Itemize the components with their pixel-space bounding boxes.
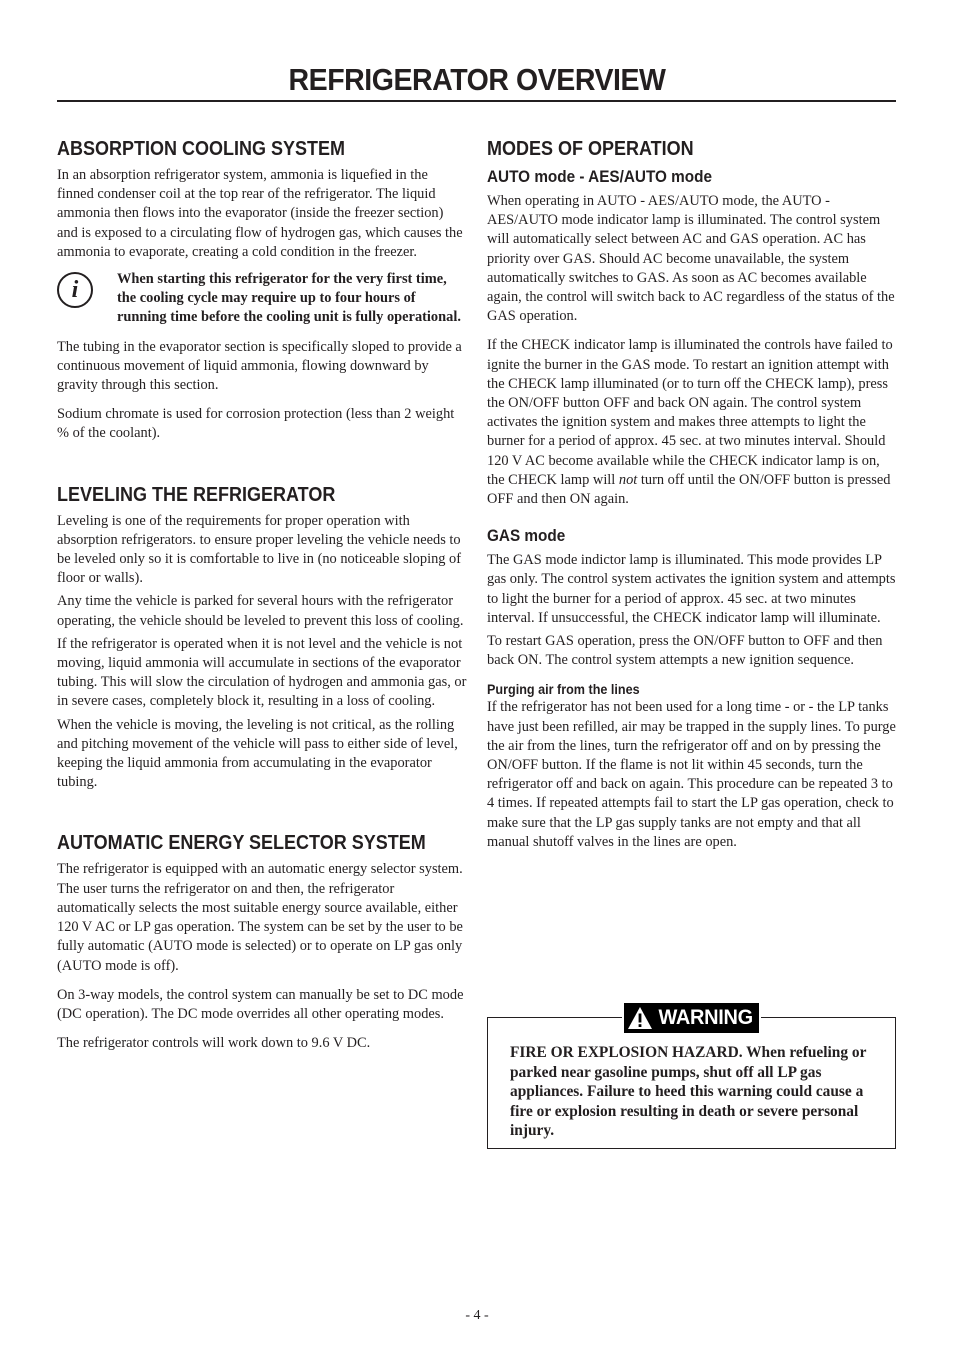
leveling-paragraph: Leveling is one of the requirements for proper operation with absorption refrigerators. to ensure proper leveling the vehicle needs to be leveled only so it is comfortable to live in (no noticeable sloping of floor or walls).: [57, 512, 462, 587]
gas-mode-heading: GAS mode: [487, 526, 566, 546]
info-note-text: When starting this refrigerator for the very first time, the cooling cycle may require up to four hours of running time before the cooling unit is fully operational.: [117, 271, 461, 326]
left-column: [57, 136, 467, 1057]
right-column: [487, 136, 897, 856]
absorption-heading: ABSORPTION COOLING SYSTEM: [57, 138, 346, 160]
purge-heading: Purging air from the lines: [487, 681, 640, 698]
aes-paragraph: On 3-way models, the control system can manually be set to DC mode (DC operation). The DC mode overrides all other operating modes.: [57, 986, 464, 1022]
aes-paragraph: The refrigerator is equipped with an automatic energy selector system. The user turns the refrigerator on and then, the refrigerator automatically selects the most suitable energy source available, either 120 V AC or LP gas operation. The system can be set by the user to be fully automatic (AUTO mode is selected) or to operate on LP gas only (AUTO mode is off).: [57, 861, 463, 974]
title-divider: [57, 100, 896, 102]
aes-heading: AUTOMATIC ENERGY SELECTOR SYSTEM: [57, 832, 426, 855]
info-note: [57, 270, 467, 328]
warning-label-text: WARNING: [658, 1006, 753, 1029]
page-number: - 4 -: [465, 1308, 489, 1323]
auto-mode-heading: AUTO mode - AES/AUTO mode: [487, 167, 712, 186]
warning-label: [622, 1003, 761, 1033]
absorption-paragraph: The tubing in the evaporator section is specifically sloped to provide a continuous movement of liquid ammonia, flowing downward by gravity through this section.: [57, 338, 462, 394]
warning-text: FIRE OR EXPLOSION HAZARD. When refueling or parked near gasoline pumps, shut off all LP gas appliances. Failure to heed this warning could cause a fire or explosion resulting in death or severe personal injury.: [510, 1044, 867, 1139]
leveling-section: [57, 482, 467, 793]
leveling-paragraph: Any time the vehicle is parked for several hours with the refrigerator operating, the vehicle should be leveled to prevent this loss of cooling.: [57, 593, 464, 629]
check-lamp-paragraph: If the CHECK indicator lamp is illuminated the controls have failed to ignite the burner in the GAS mode. To restart an ignition attempt with the CHECK lamp illuminated (or to turn off the CHECK lamp), press the ON/OFF button OFF and back ON again. The control system activates the ignition system and makes three attempts to light the burner for a period of approx. 45 sec. at two minutes interval. Should 120 V AC become available while the CHECK indicator lamp is on, the CHECK lamp will not turn off until the ON/OFF button is pressed OFF and then ON again.: [487, 337, 893, 508]
modes-heading: MODES OF OPERATION: [487, 138, 694, 160]
gas-mode-paragraph: The GAS mode indictor lamp is illuminated. This mode provides LP gas only. The control system activates the ignition system and attempts to light the burner for a period of approx. 45 sec. at two minutes interval. If unsuccessful, the CHECK indicator lamp will illuminate.: [487, 552, 896, 626]
aes-paragraph: The refrigerator controls will work down to 9.6 V DC.: [57, 1035, 371, 1052]
auto-mode-paragraph: When operating in AUTO - AES/AUTO mode, the AUTO - AES/AUTO mode indicator lamp is illuminated. The control system will automatically select between AC and GAS operation. AC has priority over GAS. Should AC become unavailable, the system automatically switches to GAS. As soon as AC becomes available again, the control will switch back to AC regardless of the status of the GAS operation.: [487, 193, 895, 325]
gas-mode-paragraph: To restart GAS operation, press the ON/OFF button to OFF and then back ON. The control system attempts a new ignition sequence.: [487, 633, 883, 669]
info-icon: i: [57, 272, 93, 308]
leveling-paragraph: When the vehicle is moving, the leveling is not critical, as the rolling and pitching movement of the vehicle will pass to either side of level, keeping the liquid ammonia from accumulating in the evaporator tubing.: [57, 716, 458, 791]
aes-section: [57, 830, 467, 1053]
leveling-paragraph: If the refrigerator is operated when it is not level and the vehicle is not moving, liquid ammonia will accumulate in sections of the evaporator tubing. This will slow the circulation of hydrogen and ammonia gas, or in severe cases, completely block it, resulting in a loss of cooling.: [57, 635, 467, 710]
warning-box: [487, 1006, 896, 1149]
purge-paragraph: If the refrigerator has not been used for a long time - or - the LP tanks have just been refilled, air may be trapped in the supply lines. To purge the air from the lines, turn the refrigerator off and on by pressing the ON/OFF button. If the flame is not lit within 45 seconds, turn the refrigerator off and back on again. This procedure can be repeated 3 to 4 times. If repeated attempts fail to start the LP gas operation, check to make sure that the LP gas supply tanks are not empty and that all manual shutoff valves in the lines are open.: [487, 699, 896, 850]
warning-triangle-icon: [627, 1006, 653, 1030]
absorption-paragraph: Sodium chromate is used for corrosion protection (less than 2 weight % of the coolant).: [57, 406, 455, 442]
absorption-paragraph: In an absorption refrigerator system, ammonia is liquefied in the finned condenser coil at the top rear of the refrigerator. The liquid ammonia then flows into the evaporator (inside the freezer section) and is exposed to a circulating flow of hydrogen gas, which causes the ammonia to evaporate, creating a cold condition in the freezer.: [57, 167, 463, 260]
absorption-section: [57, 136, 467, 444]
leveling-heading: LEVELING THE REFRIGERATOR: [57, 483, 336, 506]
modes-section: [487, 136, 897, 852]
page-title: REFRIGERATOR OVERVIEW: [288, 62, 666, 97]
